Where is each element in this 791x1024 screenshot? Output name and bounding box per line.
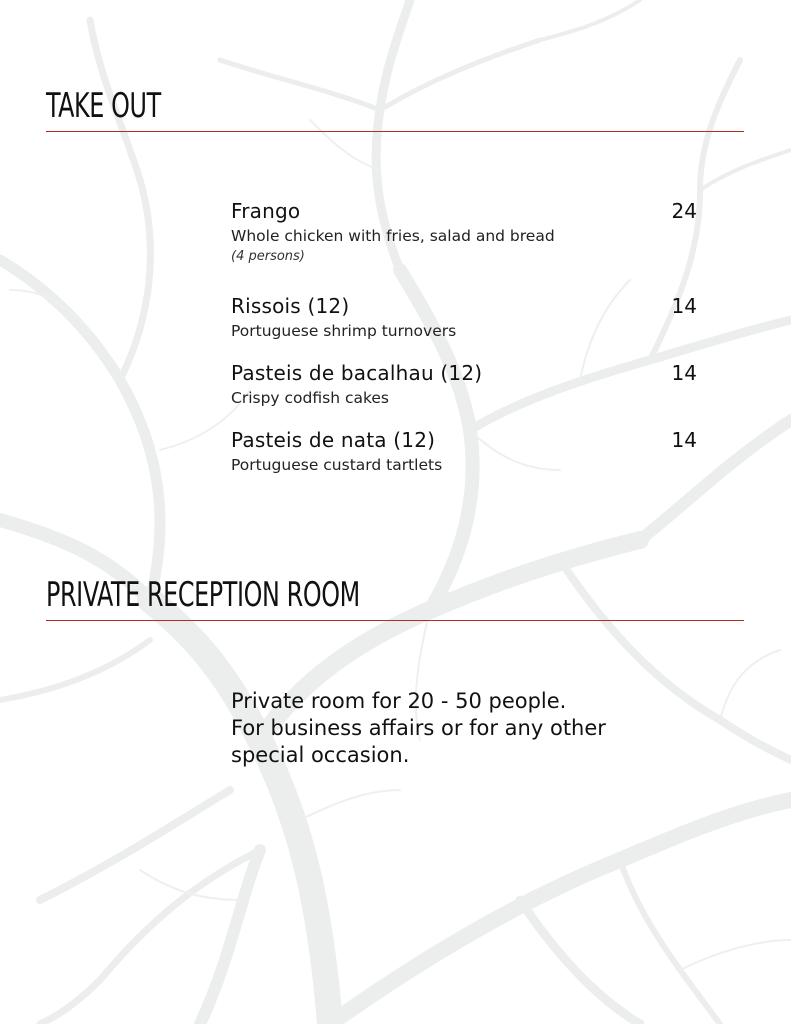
item-description: Portuguese shrimp turnovers <box>231 322 457 340</box>
item-description: Portuguese custard tartlets <box>231 456 443 474</box>
menu-item-pasteis-de-nata <box>231 428 697 474</box>
item-name: Pasteis de bacalhau (12) <box>231 361 483 385</box>
item-name: Pasteis de nata (12) <box>231 428 436 452</box>
item-description: Crispy codfish cakes <box>231 389 390 407</box>
reception-line: special occasion. <box>231 743 410 767</box>
reception-line: Private room for 20 - 50 people. <box>231 689 567 713</box>
menu-item-frango <box>231 199 697 264</box>
menu-item-rissois <box>231 294 697 340</box>
reception-description <box>231 688 671 769</box>
item-price: 24 <box>671 199 697 223</box>
menu-item-pasteis-de-bacalhau <box>231 361 697 407</box>
item-name: Frango <box>231 199 301 223</box>
section-title-reception: PRIVATE RECEPTION ROOM <box>46 575 360 615</box>
reception-line: For business affairs or for any other <box>231 716 606 740</box>
section-divider-takeout <box>46 131 744 132</box>
section-title-takeout: TAKE OUT <box>46 86 161 126</box>
section-divider-reception <box>46 620 744 621</box>
item-price: 14 <box>671 294 697 318</box>
item-price: 14 <box>671 428 697 452</box>
item-name: Rissois (12) <box>231 294 350 318</box>
item-price: 14 <box>671 361 697 385</box>
item-note: (4 persons) <box>231 249 305 264</box>
item-description: Whole chicken with fries, salad and bread <box>231 227 555 245</box>
